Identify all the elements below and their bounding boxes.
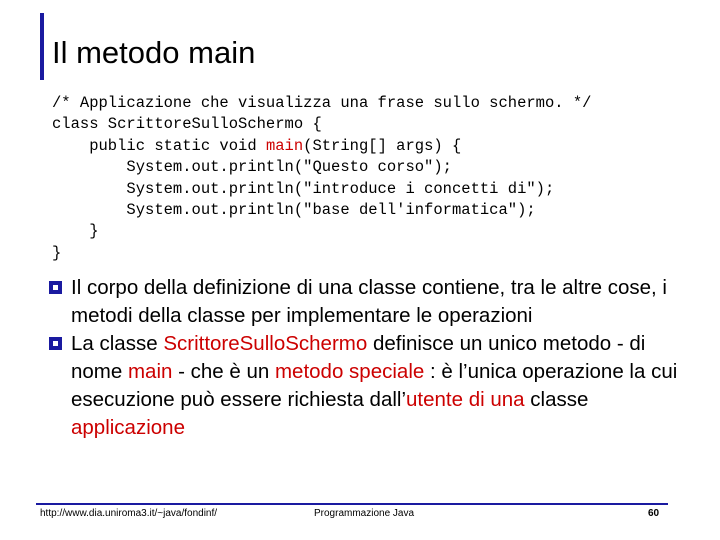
highlight-class-name: ScrittoreSulloSchermo (163, 332, 368, 355)
highlight-main: main (127, 360, 173, 383)
code-line-println-2: System.out.println("introduce i concetti di"); (52, 179, 555, 198)
bullet-item-1 (48, 274, 698, 330)
slide-title: Il metodo main (52, 35, 256, 70)
code-line-println-1: System.out.println("Questo corso"); (52, 158, 452, 177)
highlight-application: applicazione (71, 416, 185, 439)
footer-divider (36, 503, 668, 505)
code-line-close-class: } (52, 243, 62, 262)
code-block (52, 93, 592, 264)
code-line-class: class ScrittoreSulloSchermo { (52, 115, 322, 134)
page-number: 60 (648, 508, 660, 519)
bullet-text-1: Il corpo della definizione di una classe contiene, tra le altre cose, i metodi della classe per implementare le operazioni (71, 276, 667, 327)
footer-url: http://www.dia.uniroma3.it/~java/fondinf/ (40, 508, 218, 519)
code-line-comment: /* Applicazione che visualizza una frase sullo schermo. */ (52, 94, 592, 112)
title-accent-bar (40, 13, 44, 80)
square-bullet-icon (49, 281, 62, 294)
bullet-list (48, 274, 698, 442)
code-line-println-3: System.out.println("base dell'informatica"); (52, 201, 536, 220)
code-line-close-method: } (52, 222, 99, 241)
code-line-method-prefix: public static void (52, 136, 266, 155)
footer-course: Programmazione Java (314, 508, 415, 519)
code-line-method-suffix: (String[] args) { (303, 136, 462, 155)
bullet-text-2d: : è l’unica operazione la cui esecuzione può essere richiesta dall’ (71, 360, 678, 411)
bullet-text-2e: classe (524, 388, 589, 411)
square-bullet-icon (49, 337, 62, 350)
highlight-user: utente di una (406, 388, 525, 411)
highlight-special-method: metodo speciale (274, 360, 425, 383)
bullet-text-2a: La classe (71, 332, 164, 355)
code-keyword-main: main (265, 136, 304, 155)
bullet-text-2c: - che è un (172, 360, 275, 383)
bullet-text-2b: definisce un unico metodo - di nome (71, 332, 646, 383)
bullet-item-2 (48, 330, 698, 442)
